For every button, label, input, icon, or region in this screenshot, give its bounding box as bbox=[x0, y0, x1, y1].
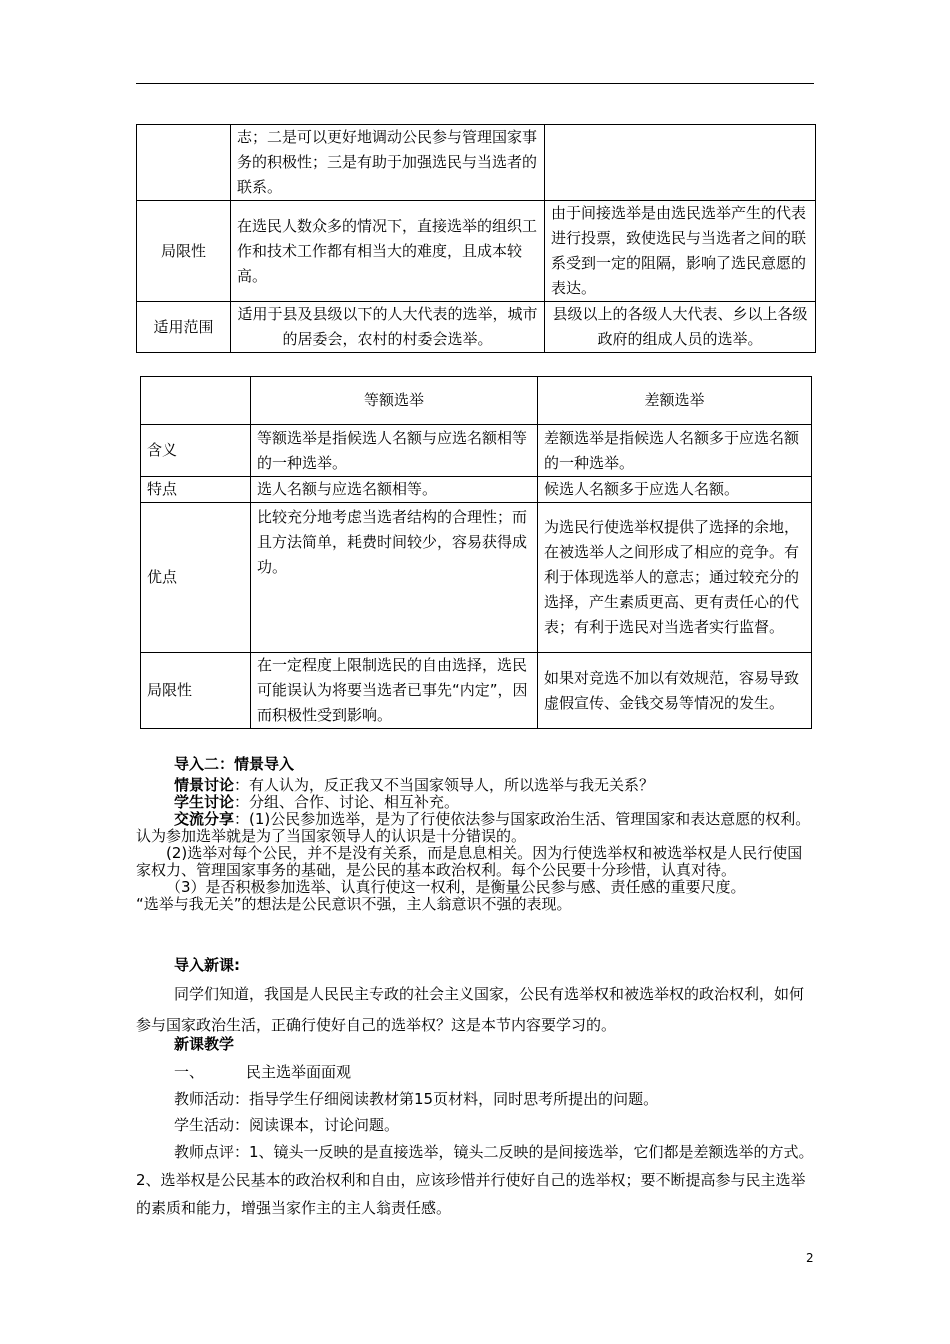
equal-cell: 在一定程度上限制选民的自由选择，选民可能误认为将要当选者已事先“内定”，因而积极性受到影响。 bbox=[251, 653, 538, 729]
row-label bbox=[137, 125, 231, 201]
difference-cell: 差额选举是指候选人名额多于应选名额的一种选举。 bbox=[538, 425, 812, 477]
row-label: 适用范围 bbox=[137, 302, 231, 353]
point-4: “选举与我无关”的想法是公民意识不强，主人翁意识不强的表现。 bbox=[136, 895, 572, 913]
student-label: 学生讨论 bbox=[174, 793, 235, 811]
difference-cell: 如果对竞选不加以有效规范，容易导致虚假宣传、金钱交易等情况的发生。 bbox=[538, 653, 812, 729]
teacher-activity: 教师活动：指导学生仔细阅读教材第15页材料，同时思考所提出的问题。 bbox=[174, 1090, 659, 1108]
section-number: 一、 bbox=[174, 1063, 205, 1081]
row-label: 含义 bbox=[141, 425, 251, 477]
table-row bbox=[137, 125, 816, 201]
student-activity: 学生活动：阅读课本，讨论问题。 bbox=[174, 1116, 400, 1134]
new-lesson-heading: 导入新课: bbox=[174, 956, 240, 974]
indirect-cell: 由于间接选举是由选民选举产生的代表进行投票，致使选民与当选者之间的联系受到一定的阻隔，影响了选民意愿的表达。 bbox=[545, 201, 816, 302]
student-line bbox=[136, 794, 816, 811]
teaching-heading: 新课教学 bbox=[174, 1035, 235, 1053]
discussion-text: ：有人认为，反正我又不当国家领导人，所以选举与我无关系？ bbox=[234, 776, 655, 794]
discussion-label: 情景讨论 bbox=[174, 776, 235, 794]
row-label: 特点 bbox=[141, 477, 251, 503]
teacher-comment: 教师点评：1、镜头一反映的是直接选举，镜头二反映的是间接选举，它们都是差额选举的方式。2、选举权是公民基本的政治权利和自由，应该珍惜并行使好自己的选举权；要不断提高参与民主选举的素质和能力，增强当家作主的主人翁责任感。 bbox=[136, 1143, 814, 1217]
page-number: 2 bbox=[806, 1251, 814, 1265]
table-row bbox=[137, 201, 816, 302]
intro2-heading: 导入二：情景导入 bbox=[174, 755, 295, 773]
section-heading bbox=[174, 1061, 351, 1082]
indirect-cell: 县级以上的各级人大代表、乡以上各级政府的组成人员的选举。 bbox=[545, 302, 816, 353]
header-rule bbox=[136, 83, 814, 84]
header-equal: 等额选举 bbox=[251, 377, 538, 425]
intro2-body bbox=[136, 777, 816, 913]
point-3: （3）是否积极参加选举、认真行使这一权利，是衡量公民参与感、责任感的重要尺度。 bbox=[166, 878, 746, 896]
share-paragraph bbox=[136, 811, 816, 845]
equal-cell: 等额选举是指候选人名额与应选名额相等的一种选举。 bbox=[251, 425, 538, 477]
equal-cell: 比较充分地考虑当选者结构的合理性；而且方法简单，耗费时间较少，容易获得成功。 bbox=[251, 503, 538, 653]
direct-cell: 志；二是可以更好地调动公民参与管理国家事务的积极性；三是有助于加强选民与当选者的联系。 bbox=[231, 125, 545, 201]
direct-cell: 适用于县及县级以下的人大代表的选举，城市的居委会，农村的村委会选举。 bbox=[231, 302, 545, 353]
table-row bbox=[141, 477, 812, 503]
difference-cell: 为选民行使选举权提供了选择的余地，在被选举人之间形成了相应的竞争。有利于体现选举人的意志；通过较充分的选择，产生素质更高、更有责任心的代表；有利于选民对当选者实行监督。 bbox=[538, 503, 812, 653]
table-row bbox=[141, 425, 812, 477]
difference-cell: 候选人名额多于应选人名额。 bbox=[538, 477, 812, 503]
equal-cell: 选人名额与应选名额相等。 bbox=[251, 477, 538, 503]
section-title: 民主选举面面观 bbox=[246, 1063, 352, 1081]
point-2: (2)选举对每个公民，并不是没有关系，而是息息相关。因为行使选举权和被选举权是人民行使国家权力、管理国家事务的基础，是公民的基本政治权利。每个公民要十分珍惜，认真对待。 bbox=[136, 844, 803, 879]
direct-cell: 在选民人数众多的情况下，直接选举的组织工作和技术工作都有相当大的难度，且成本较高。 bbox=[231, 201, 545, 302]
header-difference: 差额选举 bbox=[538, 377, 812, 425]
indirect-cell bbox=[545, 125, 816, 201]
table-row bbox=[137, 302, 816, 353]
header-blank bbox=[141, 377, 251, 425]
table-header-row bbox=[141, 377, 812, 425]
share-label: 交流分享 bbox=[174, 810, 235, 828]
row-label: 优点 bbox=[141, 503, 251, 653]
row-label: 局限性 bbox=[141, 653, 251, 729]
direct-indirect-table bbox=[136, 124, 816, 353]
table-row bbox=[141, 503, 812, 653]
table-row bbox=[141, 653, 812, 729]
equal-difference-election-table bbox=[140, 376, 812, 729]
row-label: 局限性 bbox=[137, 201, 231, 302]
new-lesson-text: 同学们知道，我国是人民民主专政的社会主义国家，公民有选举权和被选举权的政治权利，如何参与国家政治生活，正确行使好自己的选举权？这是本节内容要学习的。 bbox=[136, 985, 805, 1034]
discussion-line bbox=[136, 777, 816, 794]
student-text: ：分组、合作、讨论、相互补充。 bbox=[234, 793, 460, 811]
share-text: ：(1)公民参加选举，是为了行使依法参与国家政治生活、管理国家和表达意愿的权利。认为参加选举就是为了当国家领导人的认识是十分错误的。 bbox=[136, 810, 811, 845]
